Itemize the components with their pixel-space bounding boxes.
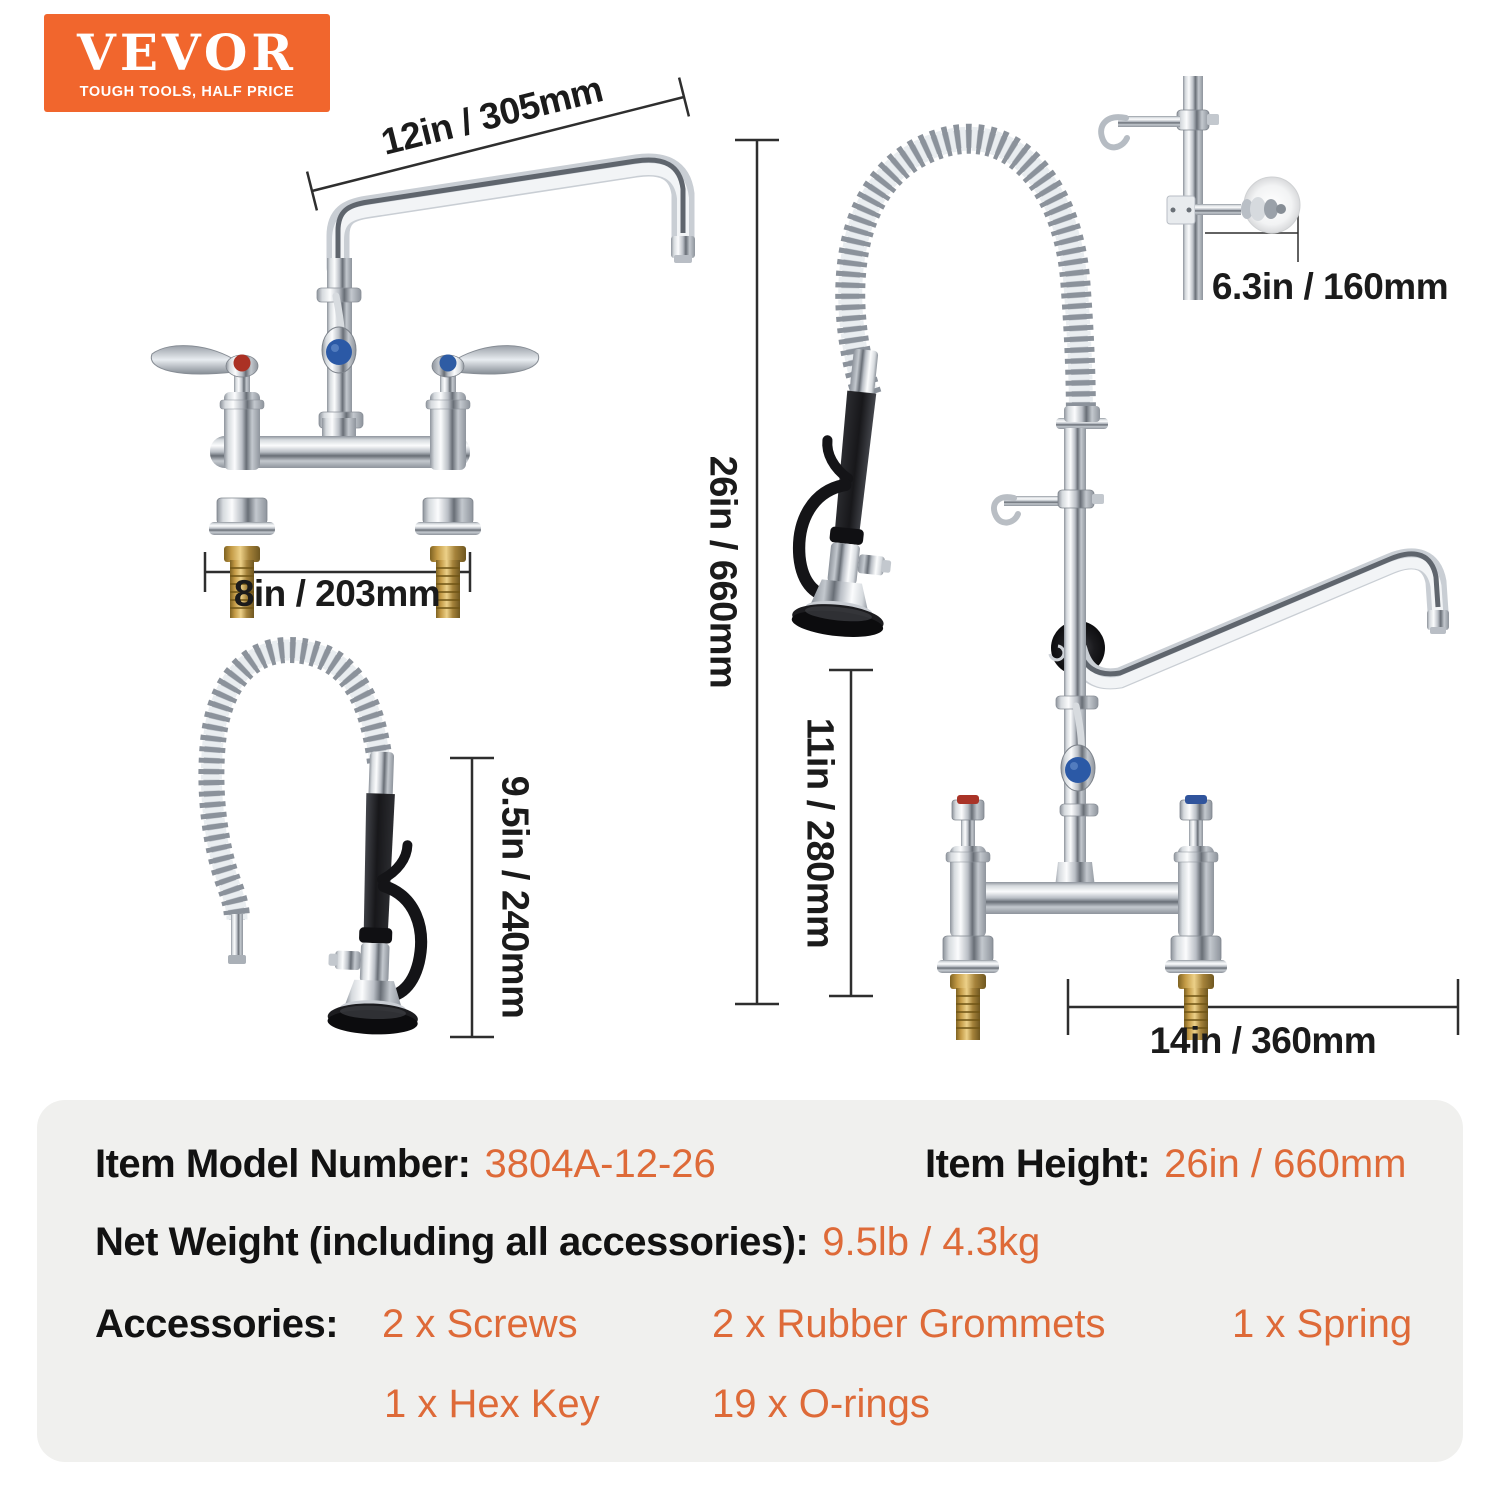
spec-height-row: [925, 1142, 1406, 1187]
accessory-item-screws: 2 x Screws: [382, 1302, 578, 1346]
accessory-item-spring: 1 x Spring: [1232, 1302, 1413, 1346]
spec-panel: [37, 1100, 1463, 1462]
dimension-label-sprayer-unit-height: 9.5in / 240mm: [493, 775, 536, 1019]
faucet-swing-spout: [338, 160, 695, 272]
spring-hose: [850, 139, 1081, 424]
main-spray-head: [790, 345, 913, 641]
dimension-label-sprayer-height: 11in / 280mm: [798, 717, 841, 949]
addon-swing-spout: [1077, 554, 1449, 683]
dimension-label-spout-length: 12in / 305mm: [377, 68, 607, 163]
spec-model-value: 3804A-12-26: [484, 1142, 716, 1186]
accessory-item-orings: 19 x O-rings: [712, 1382, 930, 1426]
spec-accessories-label: Accessories:: [95, 1302, 339, 1346]
dimension-label-bracket-offset: 6.3in / 160mm: [1211, 266, 1449, 307]
brand-logo: [44, 14, 330, 112]
dimension-label-overall-height: 26in / 660mm: [701, 455, 744, 689]
spec-height-value: 26in / 660mm: [1164, 1142, 1407, 1186]
wall-bracket-hook: [994, 490, 1104, 523]
spec-weight-row: [95, 1220, 1040, 1265]
spec-accessories-row: [95, 1302, 338, 1347]
hot-handle: [151, 346, 258, 377]
spec-model-row: [95, 1142, 716, 1187]
sprayer-spray-head: [326, 750, 428, 1036]
accessory-item-grommets: 2 x Rubber Grommets: [712, 1302, 1106, 1346]
spec-weight-value: 9.5lb / 4.3kg: [822, 1220, 1041, 1264]
dimension-label-center-spacing: 8in / 203mm: [233, 573, 441, 614]
brand-tagline: TOUGH TOOLS, HALF PRICE: [79, 84, 295, 101]
accessory-item-hex-key: 1 x Hex Key: [384, 1382, 600, 1426]
brand-name: VEVOR: [77, 23, 297, 83]
spec-model-label: Item Model Number:: [95, 1142, 471, 1186]
sprayer-unit-illustration: [211, 650, 427, 1036]
cold-handle: [432, 346, 539, 377]
left-faucet-illustration: [151, 160, 695, 618]
dimension-label-spout-reach: 14in / 360mm: [1149, 1020, 1377, 1061]
spec-height-label: Item Height:: [925, 1142, 1151, 1186]
sprayer-spring-hose: [211, 650, 380, 920]
spec-weight-label: Net Weight (including all accessories):: [95, 1220, 809, 1264]
